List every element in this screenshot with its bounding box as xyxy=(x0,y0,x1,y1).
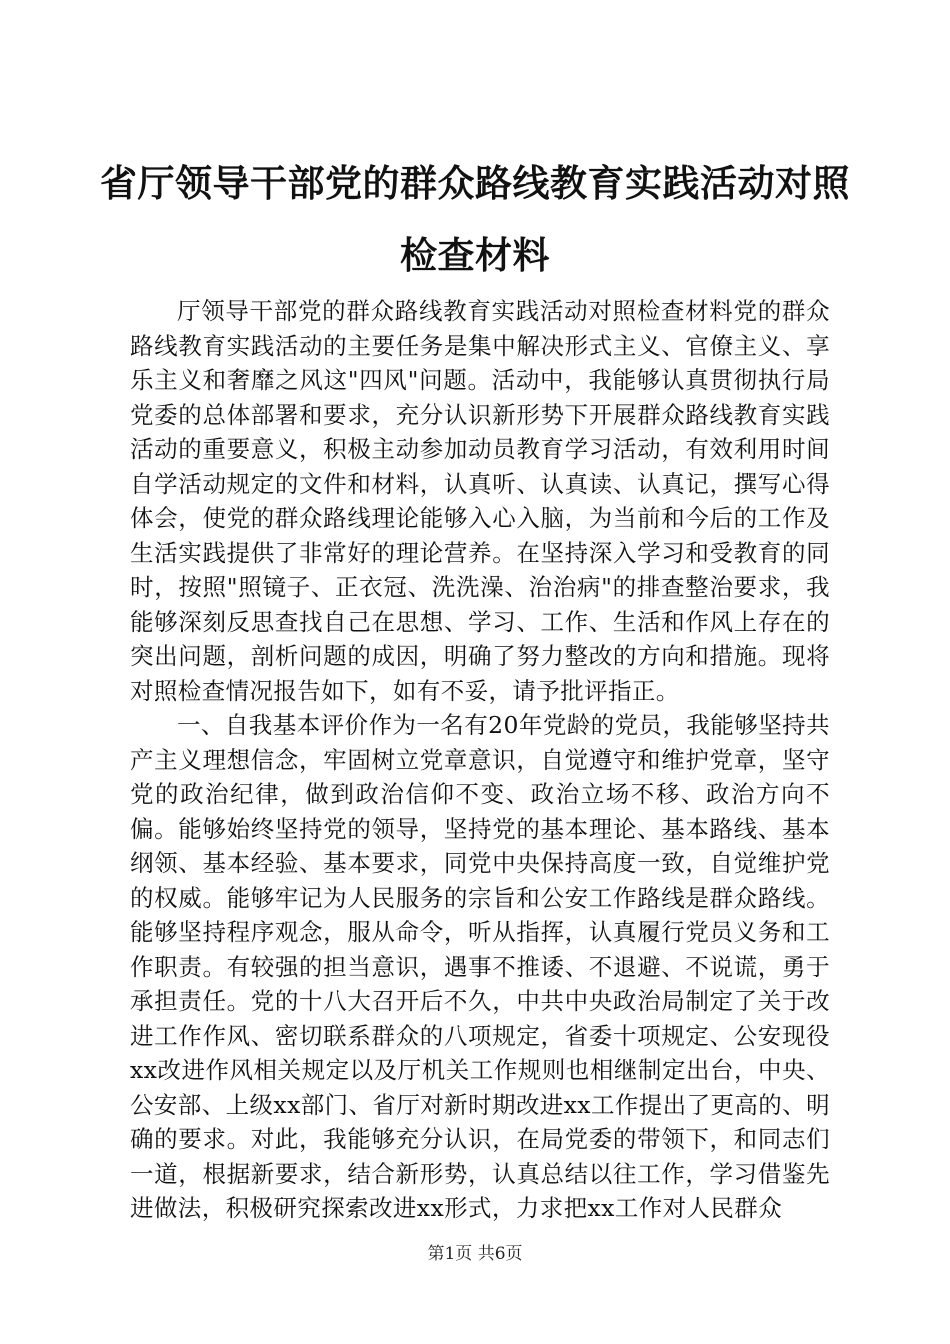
paragraph-self-evaluation: 一、自我基本评价作为一名有20年党龄的党员，我能够坚持共产主义理想信念，牢固树立党章意识，自觉遵守和维护党章，坚守党的政治纪律，做到政治信仰不变、政治立场不移、政治方向不偏。能够始终坚持党的领导，坚持党的基本理论、基本路线、基本纲领、基本经验、基本要求，同党中央保持高度一致，自觉维护党的权威。能够牢记为人民服务的宗旨和公安工作路线是群众路线。能够坚持程序观念，服从命令，听从指挥，认真履行党员义务和工作职责。有较强的担当意识，遇事不推诿、不退避、不说谎，勇于承担责任。党的十八大召开后不久，中共中央政治局制定了关于改进工作作风、密切联系群众的八项规定，省委十项规定、公安现役xx改进作风相关规定以及厅机关工作规则也相继制定出台，中央、公安部、上级xx部门、省厅对新时期改进xx工作提出了更高的、明确的要求。对此，我能够充分认识，在局党委的带领下，和同志们一道，根据新要求，结合新形势，认真总结以往工作，学习借鉴先进做法，积极研究探索改进xx形式，力求把xx工作对人民群众 xyxy=(130,711,830,1222)
paragraph-intro: 厅领导干部党的群众路线教育实践活动对照检查材料党的群众路线教育实践活动的主要任务是集中解决形式主义、官僚主义、享乐主义和奢靡之风这"四风"问题。活动中，我能够认真贯彻执行局党委的总体部署和要求，充分认识新形势下开展群众路线教育实践活动的重要意义，积极主动参加动员教育学习活动，有效利用时间自学活动规定的文件和材料，认真听、认真读、认真记，撰写心得体会，使党的群众路线理论能够入心入脑，为当前和今后的工作及生活实践提供了非常好的理论营养。在坚持深入学习和受教育的同时，按照"照镜子、正衣冠、洗洗澡、治治病"的排查整治要求，我能够深刻反思查找自己在思想、学习、工作、生活和作风上存在的突出问题，剖析问题的成因，明确了努力整改的方向和措施。现将对照检查情况报告如下，如有不妥，请予批评指正。 xyxy=(130,297,830,705)
page-number-footer: 第1页 共6页 xyxy=(427,1244,523,1264)
document-body xyxy=(130,294,830,1226)
document-title: 省厅领导干部党的群众路线教育实践活动对照检查材料 xyxy=(100,162,850,277)
